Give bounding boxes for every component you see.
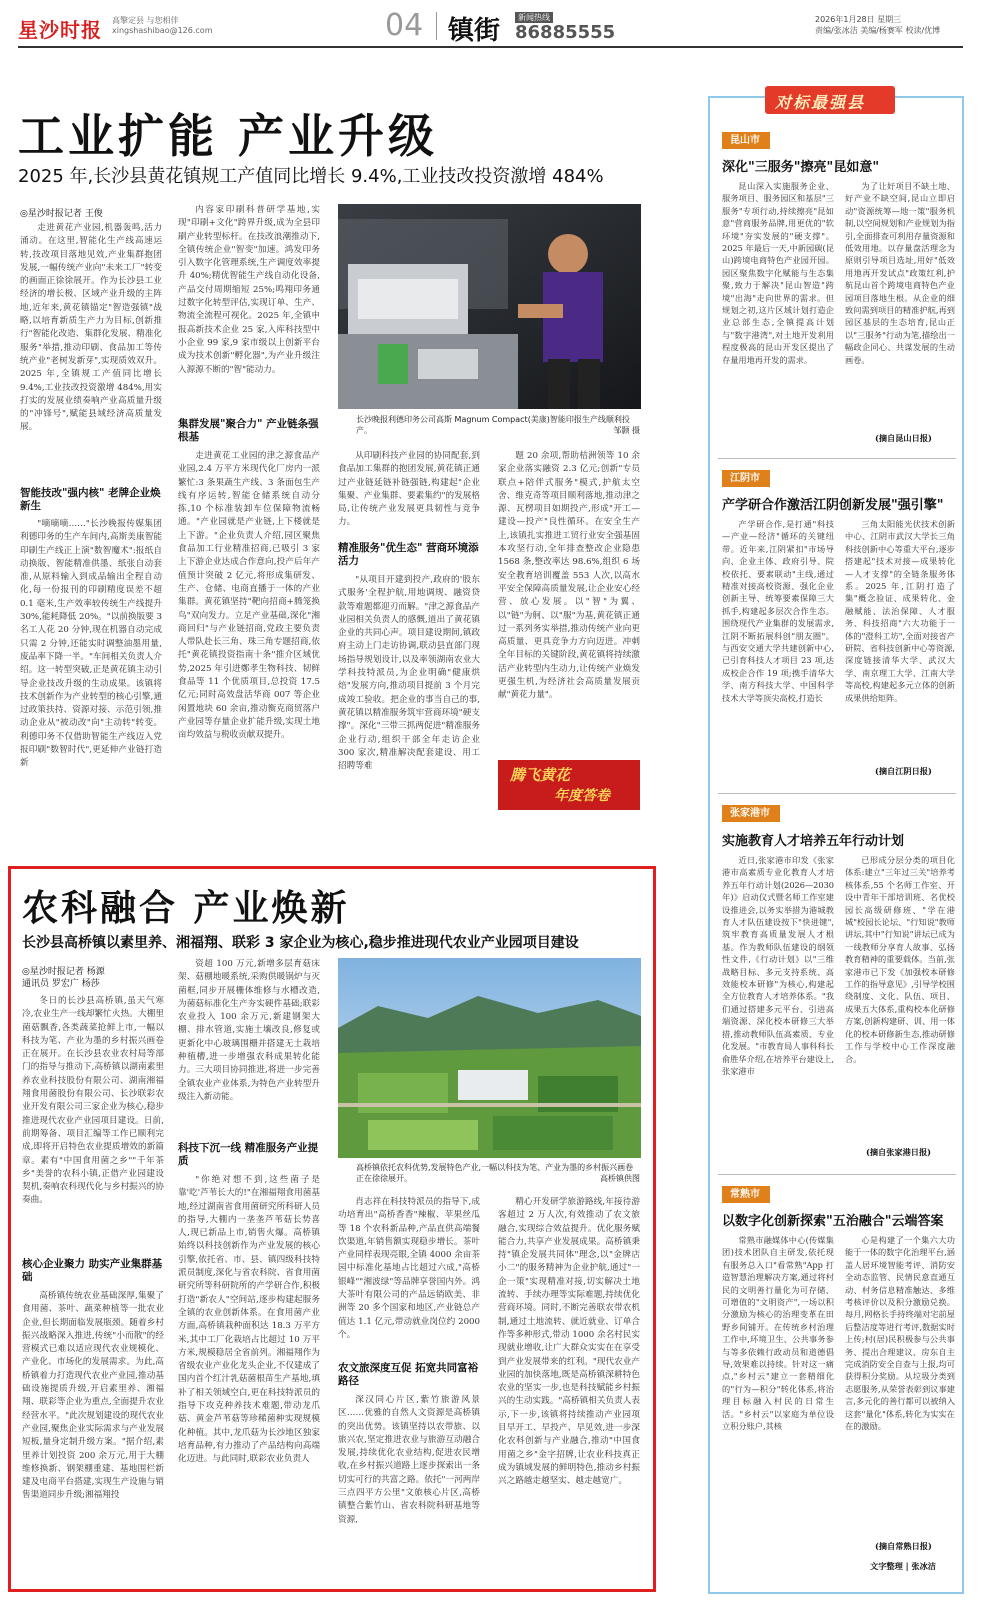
masthead-date	[815, 14, 940, 36]
story1-col3-text: 从印刷科技产业园的协同配套,到食品加工集群的抱团发展,黄花镇正通过产业链延链补链强链,构建起"企业集聚、产业集群、要素集约"的发展格局,让传统产业发展更具韧性与竞争力。	[338, 451, 480, 528]
story1-col1-subhead: 智能技改"强内核" 老牌企业焕新生	[20, 487, 161, 512]
story2-photo-caption	[356, 1162, 640, 1184]
story2-col2-text: 资超 100 万元,新增多层育菇床架、菇棚地暖系统,采购供暖锅炉与灭菌框,同步开展栅体维修与水槽改造,为菌菇标准化生产夯实硬件基础;联彩农业投入 100 余万元,新建钢架大棚、排水管道,实施土壤改良,修复或更新化中心玻璃围栅并搭建无土栽培种植槽,进一步增强农科成果转化能力。三大项目协同推进,将进一步完善全镇农业产业体系,为特色产业转型升级注入新动能。	[178, 959, 320, 1102]
sidebar-headline-kunshan: 深化"三服务"擦亮"昆如意"	[722, 160, 880, 175]
sidebar-divider	[718, 793, 956, 794]
story2-col4	[498, 1196, 640, 1584]
story2-col3-text: 肖志祥在科技特派员的指导下,成功培育出"高桥香香"辣椒、苹果丝瓜等 18 个农科新品种,产品直供高端餐饮渠道,年销售额实现稳步增长。茶叶产业同样表现亮眼,全镇 4000 余亩茶园中标准化基地占比超过六成,"高桥银峰""湘波绿"等品牌享誉国内外。鸿大茶叶有限公司的产品远销欧美、非洲等 20 多个国家和地区,产业链总产值达 1.1 亿元,带动就业岗位约 2000 个。	[338, 1197, 480, 1340]
sidebar-jiangyin-source: (摘自江阴日报)	[875, 766, 932, 776]
sidebar-headline-zhangjiagang: 实施教育人才培养五年行动计划	[722, 834, 905, 849]
sidebar-jiangyin-right-text: 三角太阳能光伏技术创新中心、江阴市武汉大学长三角科技创新中心等重大平台,逐步搭建起"技术对接—成果转化—人才支撑"的全链条服务体系。2025 年,江阴打造了集"概念验证、成果转化、金融赋能、法治保障、人才服务、科技招商"六大功能于一体的"澄科工坊",全面对接省产研院、省科技创新中心等资源,深度链接清华大学、武汉大学、南京理工大学、江南大学等高校,构建起多元立体的创新成果供给矩阵。	[845, 519, 955, 703]
sidebar-zhangjiagang-right	[845, 854, 955, 1144]
story2-col1-subhead: 核心企业聚力 助实产业集群基础	[22, 1258, 163, 1283]
sidebar-jiangyin-left	[722, 518, 834, 776]
story1-col1b	[20, 518, 162, 813]
hotline-number: 86885555	[515, 22, 616, 43]
story1-photo	[338, 204, 641, 409]
sidebar-changshu-source: (摘自常熟日报)	[875, 1541, 932, 1551]
story2-col3-subhead: 农文旅深度互促 拓宽共同富裕路径	[338, 1362, 479, 1387]
story1-col2	[178, 204, 320, 406]
story1-photo-credit: 邹颢 摄	[613, 426, 640, 435]
badge-line1: 腾飞黄花	[510, 766, 571, 784]
story1-col3-subhead: 精准服务"优生态" 营商环境添活力	[338, 542, 479, 567]
sidebar-divider	[718, 458, 956, 459]
story2-col2	[178, 958, 320, 1136]
story1-photo-caption	[356, 414, 640, 436]
story2-col1b-text: 高桥镇传统农业基础深厚,集聚了食用菌、茶叶、蔬菜种植等一批农业企业,但长期面临发展瓶颈。随着乡村振兴战略深入推进,传统"小而散"的经营模式已难以适应现代农业规模化、产业化、市场化的发展需求。为此,高桥镇着力打造现代农业产业园,推动基础设施提质升级,开启素里养、湘福翔、联彩等企业为重点,全面提升农业经营水平。"此次规划建设的现代农业产业园,聚焦企业实际需求与产业发展短板,量身定制升级方案。"据介绍,素里养计划投资 200 余万元,用于大棚维修换新、钢架棚重建、基地围栏新建及电商平台搭建,实现生产设施与销售渠道同步升级;湘福翔投	[22, 1291, 164, 1501]
story2-byline1: 星沙时报记者 杨源	[29, 967, 105, 977]
sidebar-zhangjiagang-source: (摘自张家港日报)	[866, 1147, 932, 1157]
story1-col1-text: 走进黄花产业园,机器轰鸣,活力涌动。在这里,智能化生产线高速运转,技改项目落地见效,产业集群抱团发展,一幅传统产业向"未来工厂"转变的画面正徐徐展开。作为长沙县工业经济的增长极、区域产业升级的主阵地,近年来,黄花镇锚定"智造强镇"战略,以培育新质生产力为目标,创新推行"智能化改造、集群化发展、精准化服务"举措,推动印刷、食品加工等传统产业"老树发新芽",实现质效双升。2025 年,全镇规工产值同比增长 9.4%,工业技改投资激增 484%,用实打实的发展业绩奏响产业高质量升级的"冲锋号",赋能县域经济高质量发展。	[20, 223, 162, 433]
issue-date: 2026年1月28日 星期三	[815, 15, 902, 24]
sidebar-kunshan-left	[722, 180, 834, 446]
story1-byline-text: 星沙时报记者 王俊	[27, 209, 103, 219]
sidebar-changshu-left	[722, 1234, 834, 1534]
masthead-slogan	[112, 16, 212, 36]
story1-col3b-text: "从项目开建到投产,政府的'股东式服务'全程护航,用地调规、融资贷款等难题都迎刃而解。"津之源食品产业园相关负责人的感慨,道出了黄花镇企业的共同心声。项目建设期间,镇政府主动上门走访协调,联动县直部门现场指导规划设计,以及率领湖南农业大学科技特派员,为企业明确"健康烘焙"发展方向,推动项目提前 3 个月完成竣工验收。把企业的事当自己的事,黄花镇以精准服务筑牢营商环境"硬支撑"。深化"三带三抓两促进"精准服务企业行动,组织干部全年走访企业 300 家次,精准解决配套建设、用工招聘等难	[338, 575, 480, 772]
section-title: 镇街	[448, 16, 501, 46]
story2-col2b-text: "你绝对想不到,这些菌子是靠'吃'芦苇长大的!"在湘福翔食用菌基地,经过湖南省食用菌研究所科研人员的指导,大棚内一垄垄芦苇菇长势喜人,现已新品上市,销售火爆。高桥镇始终以科技创新作为产业发展的核心引擎,依托省、市、县、镇四级科技特派员制度,深化与省农科院、省食用菌研究所等科研院所的产学研合作,积极打造"新农人"空间站,逐步构建起服务全镇的农业创新体系。在食用菌产业方面,高桥镇栽种面积达 18.3 万平方米,其中工厂化栽培占比超过 10 万平方米,规模稳居全省前列。湘福翔作为省级农业产业化龙头企业,不仅建成了国内首个红汁乳菇菌根苗生产基地,填补了相关领域空白,更在科技特派员的指导下攻克种养技术难题,带动龙爪菇、黄金芦苇菇等珍稀菌种实现规模化种植。其中,龙爪菇为长沙地区独家培育品种,有力推动了产品结构向高端化迈进。与此同时,联彩农业负责人	[178, 1175, 320, 1465]
printing-press-photo	[338, 204, 641, 409]
sidebar-zhangjiagang-left	[722, 854, 834, 1160]
farmland-aerial-photo	[338, 958, 641, 1158]
sidebar-tag-jiangyin: 江阴市	[722, 470, 770, 487]
story1-subtitle: 2025 年,长沙县黄花镇规工产值同比增长 9.4%,工业技改投资激增 484%	[18, 166, 604, 187]
story2-caption-text: 高桥镇依托农科优势,发展特色产业,一幅以科技为笔、产业为墨的乡村振兴画卷正在徐徐展开。	[356, 1163, 634, 1183]
sidebar-zhangjiagang-right-text: 已形成分层分类的项目化体系:建立"三年过三关"培养考核体系,55 个名师工作室、开设中青年干部培训班、名优校园长高级研修班、"学在港城"校园长论坛、"行知说"教师讲坛,其中"行知说"讲坛已成为一线教师分享育人故事、弘扬教育精神的重要载体。当前,张家港市已下发《加强校本研修工作的指导意见》,引导学校围绕制度、文化、队伍、项目、成果五大体系,重构校本化研修方案,创新构建研、训、用一体化的校本研修新生态,推动研修工作与学校中心工作深度融合。	[845, 855, 955, 1064]
hotline-label: 新闻热线	[515, 12, 553, 23]
story1-col2b-text: 走进黄花工业园的津之源食品产业园,2.4 万平方米现代化厂房内一派繁忙:3 条果蔬生产线、3 条面包生产线有序运转,智能仓储系统自动分拣,10 个标准装卸车位保障物流畅通。"产业园就是产业链,上下楼就是上下游。"企业负责人介绍,园区聚焦食品加工行业精准招商,已吸引 3 家上下游企业达成合作意向,投产后年产值预计突破 2 亿元,将形成集研发、生产、仓储、电商直播于一体的产业集群。黄花镇坚持"靶向招商+腾笼换鸟"双向发力。立足产业基础,深化"湘商回归"与产业链招商,党政主要负责人带队赴长三角、珠三角专题招商,依托"黄花镇投资指南十条"推介区域优势,2025 年引进鄭孝生物科技、韧鲜食品等 11 个优质项目,总投资 17.5 亿元;同时高效盘活华商 007 等企业闲置地块 60 余亩,推动衡克商贸落户产业园等存量企业扩能升级,实现土地亩均效益与税收贡献双提升。	[178, 451, 320, 741]
newspaper-logo: 星沙时报	[18, 18, 102, 42]
story1-col2-subhead: 集群发展"聚合力" 产业链条强根基	[178, 418, 319, 443]
story1-col3	[338, 450, 480, 536]
sidebar-banner-text: 对标最强县	[775, 93, 866, 112]
sidebar-banner	[765, 86, 895, 114]
story2-col3b-text: 深汉同心片区,紫竹旅游风景区……优雅的自然人文资源是高桥镇的突出优势。该镇坚持以农带旅、以旅兴农,坚定推进农业与旅游互动融合发展,持续优化农业结构,促进农民增收,在乡村振兴道路上逐步探索出一条切实可行的共富之路。依托"一河两岸三点四平方公里"文旅核心片区,高桥镇整合紫竹山、省农科院科研基地等资源,	[338, 1395, 480, 1525]
sidebar-kunshan-right-text: 为了让好项目不缺土地、好产业不缺空间,昆山立即启动"资源统筹—地一策"服务机制,以空间规划和产业规划为指引,全面排查可利用存量资源和低效用地。以存量盘活理念为原则引导项目选址,用好"低效用地再开发试点"政策红利,护航昆山首个跨境电商特色产业园项目落地生根。从企业的细致问需到项目的精准护航,再到园区基层的生态培育,昆山正以"三服务"行动为笔,描绘出一幅政企同心、共谋发展的生动画卷。	[845, 181, 955, 365]
sidebar-zhangjiagang-left-text: 近日,张家港市印发《张家港市高素质专业化教育人才培养五年行动计划(2026—2030 年)》启动仪式暨名师工作室建设推进会,以务实举措为港城教育人才队伍建设按下"快进键",筑牢教育高质量发展人才根基。作为教师队伍建设的纲领性文件,《行动计划》以"三维战略目标、多元支持系统、高效能校本研修"为核心,构建起全方位教育人才培养体系。"我们通过搭建多元平台、引进高端资源、深化校本研修三大举措,推动教师队伍高素质、专业化发展。"市教育局人事科科长俞胜华介绍,在培养平台建设上,张家港市	[722, 855, 834, 1076]
story2-byline-correspondent: 通讯员 罗宏广 杨莎	[22, 979, 100, 989]
masthead-rule	[18, 46, 963, 48]
story2-photo-credit: 高桥镇供图	[600, 1174, 640, 1183]
sidebar-divider	[718, 1174, 956, 1175]
sidebar-tag-changshu: 常熟市	[722, 1186, 770, 1203]
sidebar-headline-changshu: 以数字化创新探索"五治融合"云端答案	[722, 1214, 944, 1229]
story1-caption-text: 长沙晚报利德印务公司高斯 Magnum Compact(美康)智能印报生产线顺利投产。	[356, 415, 630, 435]
story2-col3b	[338, 1394, 480, 1584]
sidebar-kunshan-source: (摘自昆山日报)	[875, 433, 932, 443]
story2-col3	[338, 1196, 480, 1356]
sidebar-changshu-right-text: 心是构建了一个集六大功能于一体的数字化治理平台,涵盖人居环境智能考评、消防安全动态监管、民情民意直通互动、村务信息精准触达、多维考核评价以及积分激励兑换。每月,网格长手持终端对宅前屋后整洁度等进行考评,数据实时上传;村(居)民积极参与公共事务、提出合理建议、房东自主完成消防安全自查与上报,均可获得积分奖励。从垃圾分类到志愿服务,从荣誉表彰到议事建言,多元化的善行都可以被纳入这套"量化"体系,转化为实实在在的激励。	[845, 1235, 955, 1432]
story2-col4-text: 精心开发研学旅游路线,年接待游客超过 2 万人次,有效推动了农文旅融合,实现综合效益提升。优化服务赋能合力,共享产业发展成果。高桥镇秉持"镇企发展共同体"理念,以"金牌店小二"的服务精神为企业护航,通过"一企一策"实现精准对接,切实解决土地流转、手续办理等实际难题,持续优化营商环境。同时,不断完善联农带农机制,通过土地流转、就近就业、订单合作等多种形式,带动 1000 余名村民实现就业增收,让广大群众实实在在享受到产业发展带来的红利。"现代农业产业园的加快落地,既是高桥镇深耕特色农业的坚实一步,也是科技赋能乡村振兴的生动实践。"高桥镇相关负责人表示,下一步,该镇将持续推动产业园项目早开工、早投产、早见效,进一步深化农科创新与产业融合,推动"中国食用菌之乡"金字招牌,让农业科技真正成为镇域发展的鲜明特色,推动乡村振兴之路越走越坚实、越走越宽广。	[498, 1197, 640, 1487]
story2-col1	[22, 995, 164, 1253]
sidebar-jiangyin-right	[845, 518, 955, 762]
sidebar-tag-zhangjiagang: 张家港市	[722, 805, 780, 822]
story1-col4-text: 题 20 余项,帮助桔洲领等 10 余家企业落实融资 2.3 亿元;创新"专员联点+陪伴式服务"模式,护航太空舍、维克奇等项目顺利落地,推动津之源、瓦楞项目如期投产,形成"开工—建设—投产"良性循环。在安全生产上,该镇扎实推进工贸行业安全强基固本攻坚行动,全年排查整改企业隐患 1568 条,整改率达 98.6%,组织 6 场安全教育培训覆盖 553 人次,以高水平安全保障高质量发展,让企业安心经营、放心发展。以"智"为翼、以"链"为舸、以"服"为基,黄花镇正通过一系列务实举措,推动传统产业向更高质量、更具竞争力方向迈进。冲刺全年目标的关键阶段,黄花镇将持续激活产业转型内生动力,让传统产业焕发更强生机,为经济社会高质量发展贡献"黄花力量"。	[498, 451, 640, 701]
masthead-divider	[436, 12, 437, 40]
masthead-email: xingshashibao@126.com	[112, 26, 213, 35]
sidebar-kunshan-right	[845, 180, 955, 430]
sidebar-headline-jiangyin: 产学研合作激活江阴创新发展"强引擎"	[722, 498, 944, 513]
story2-col2-subhead: 科技下沉一线 精准服务产业提质	[178, 1142, 319, 1167]
story2-byline	[22, 966, 105, 990]
sidebar-tag-kunshan: 昆山市	[722, 132, 770, 149]
editor-credits: 责编/张冰洁 美编/杨赛军 校读/优博	[815, 26, 941, 35]
story1-col2-text: 内容家印刷科普研学基地,实现"印刷+文化"跨界升级,成为全县印刷产业转型标杆。在技改浪潮推动下,全镇传统企业"智变"加速。鸿发印务引入数字化管理系统,生产调度效率提升 40%;精优智能生产线自动化设备,产品交付周期缩短 25%;鸣翔印务通过数字化转型评估,实现订单、生产、物流全流程可视化。2025 年,全镇申报高新技术企业 25 家,入库科技型中小企业 99 家,9 家市级以上创新平台成为技术创新"孵化器",为产业升级注入源源不断的"智"能动力。	[178, 205, 320, 375]
badge-line2: 年度答卷	[554, 788, 610, 804]
story2-col1-text: 冬日的长沙县高桥镇,虽天气寒冷,农业生产一线却繁忙火热。大棚里菌菇飘香,各类蔬菜抢鲜上市,一幅以科技为笔、产业为墨的乡村振兴画卷正在展开。在长沙县农业农村局等部门的指导与推动下,高桥镇以湖南素里养农业科技股份有限公司、湖南湘福翔食用菌股份有限公司、长沙联彩农业开发有限公司三家企业为核心,稳步推进现代农业产业园项目建设。日前,前期筹备、项目汇编等工作已顺利完成,即将开启特色农业提质增效的新篇章。素有"中国食用菌之乡""千年茶乡"美誉的农科小镇,正借产业园建设契机,奏响农科现代化与乡村振兴的协奏曲。	[22, 996, 164, 1206]
story2-photo	[338, 958, 641, 1158]
sidebar-credit: 文字整理 | 张冰洁	[870, 1561, 936, 1571]
story2-subtitle: 长沙县高桥镇以素里养、湘福翔、联彩 3 家企业为核心,稳步推进现代农业产业园项目建设	[22, 935, 579, 951]
story2-col1b	[22, 1290, 164, 1584]
story2-byline-reporter: ◎星沙时报记者 杨源	[22, 967, 105, 977]
story1-col3b	[338, 574, 480, 813]
story2-col2b	[178, 1174, 320, 1584]
story1-col1	[20, 222, 162, 472]
story1-col4	[498, 450, 640, 754]
story1-col1b-text: "嘀嘀嘀……"长沙晚报传媒集团利德印务的生产车间内,高斯美康智能印刷生产线正上演"数智魔术":报纸自动换版、智能精准供墨、纸张自动套准,从原料输入到成品输出全程自动化,每一份报刊的印刷精度误差不超 0.1 毫米,生产效率较传统生产线提升 30%,能耗降低 20%。"以前换版要 3 名工人花 20 分钟,现在机器自动完成只需 2 分钟,还能实时调整油墨用量,废品率下降一半。"车间相关负责人介绍。这一转型突破,正是黄花镇主动引导企业技改升级的生动成果。该镇将技术创新作为产业转型的核心引擎,通过政策扶持、资源对接、示范引领,推动企业从"被动改"向"主动转"转变。利德印务不仅借助智能生产线迈入党报印刷"数智时代",更延伸产业链打造新	[20, 519, 162, 769]
story1-col2b	[178, 450, 320, 813]
story1-byline: ◎星沙时报记者 王俊	[20, 209, 103, 219]
sidebar-kunshan-left-text: 昆山深入实施服务企业、服务项目、服务园区和基层"三服务"专项行动,持续擦亮"昆如意"营商服务品牌,用更优的"软环境"夯实发展的"硬支撑"。2025 年最后一天,中新园碳(昆山)跨境电商特色产业园开园。园区聚焦数字化赋能与生态集聚,致力于解决"昆山智造"跨境"出海"走向世界的需求。但规划之初,这片区域计划打造企业总部生态,全镇提高计划与"数字港湾",对土地开发利用程度极高的昆山开发区提出了存量用地再开发的需求。	[722, 181, 834, 365]
sidebar-changshu-right	[845, 1234, 955, 1534]
sidebar-jiangyin-left-text: 产学研合作,是打通"科技—产业—经济"循环的关键纽带。近年来,江阴紧扣"市场导向、企业主体、政府引导、院校依托、要素联动"主线,通过精准对接高校资源、强化企业创新主导、统筹要素保障三大抓手,构建起多层次合作生态。围绕现代产业集群的发展需求,江阴不断拓展科创"朋友圈"。与西安交通大学共建创新中心,已引育科技人才项目 23 项,达成校企合作 19 项;携手清华大学、南方科技大学、中国科学技术大学等顶尖高校,打造长	[722, 519, 834, 703]
masthead-slogan-line: 高擎定县 与您相伴	[112, 16, 179, 25]
feature-badge	[498, 760, 640, 810]
story1-headline: 工业扩能 产业升级	[18, 109, 439, 163]
page-number: 04	[385, 8, 424, 43]
story2-headline: 农科融合 产业焕新	[22, 888, 350, 929]
sidebar-changshu-left-text: 常熟市融媒体中心(传媒集团)技术团队自主研发,依托现有服务总入口"看常熟"App 打造智慧治理解决方案,通过将村民的文明善行量化为可存储、可增值的"文明资产",一场以积分激励为核心的治理变革在田野乡间铺开。在传统乡村治理工作中,环境卫生、公共事务参与等多依赖行政动员和道德倡导,效果难以持续。针对这一痛点,"乡村云"建立一套精细化的"行为—积分"转化体系,将治理目标融入村民的日常生活。"乡村云"以家庭为单位设立积分账户,其核	[722, 1235, 834, 1432]
